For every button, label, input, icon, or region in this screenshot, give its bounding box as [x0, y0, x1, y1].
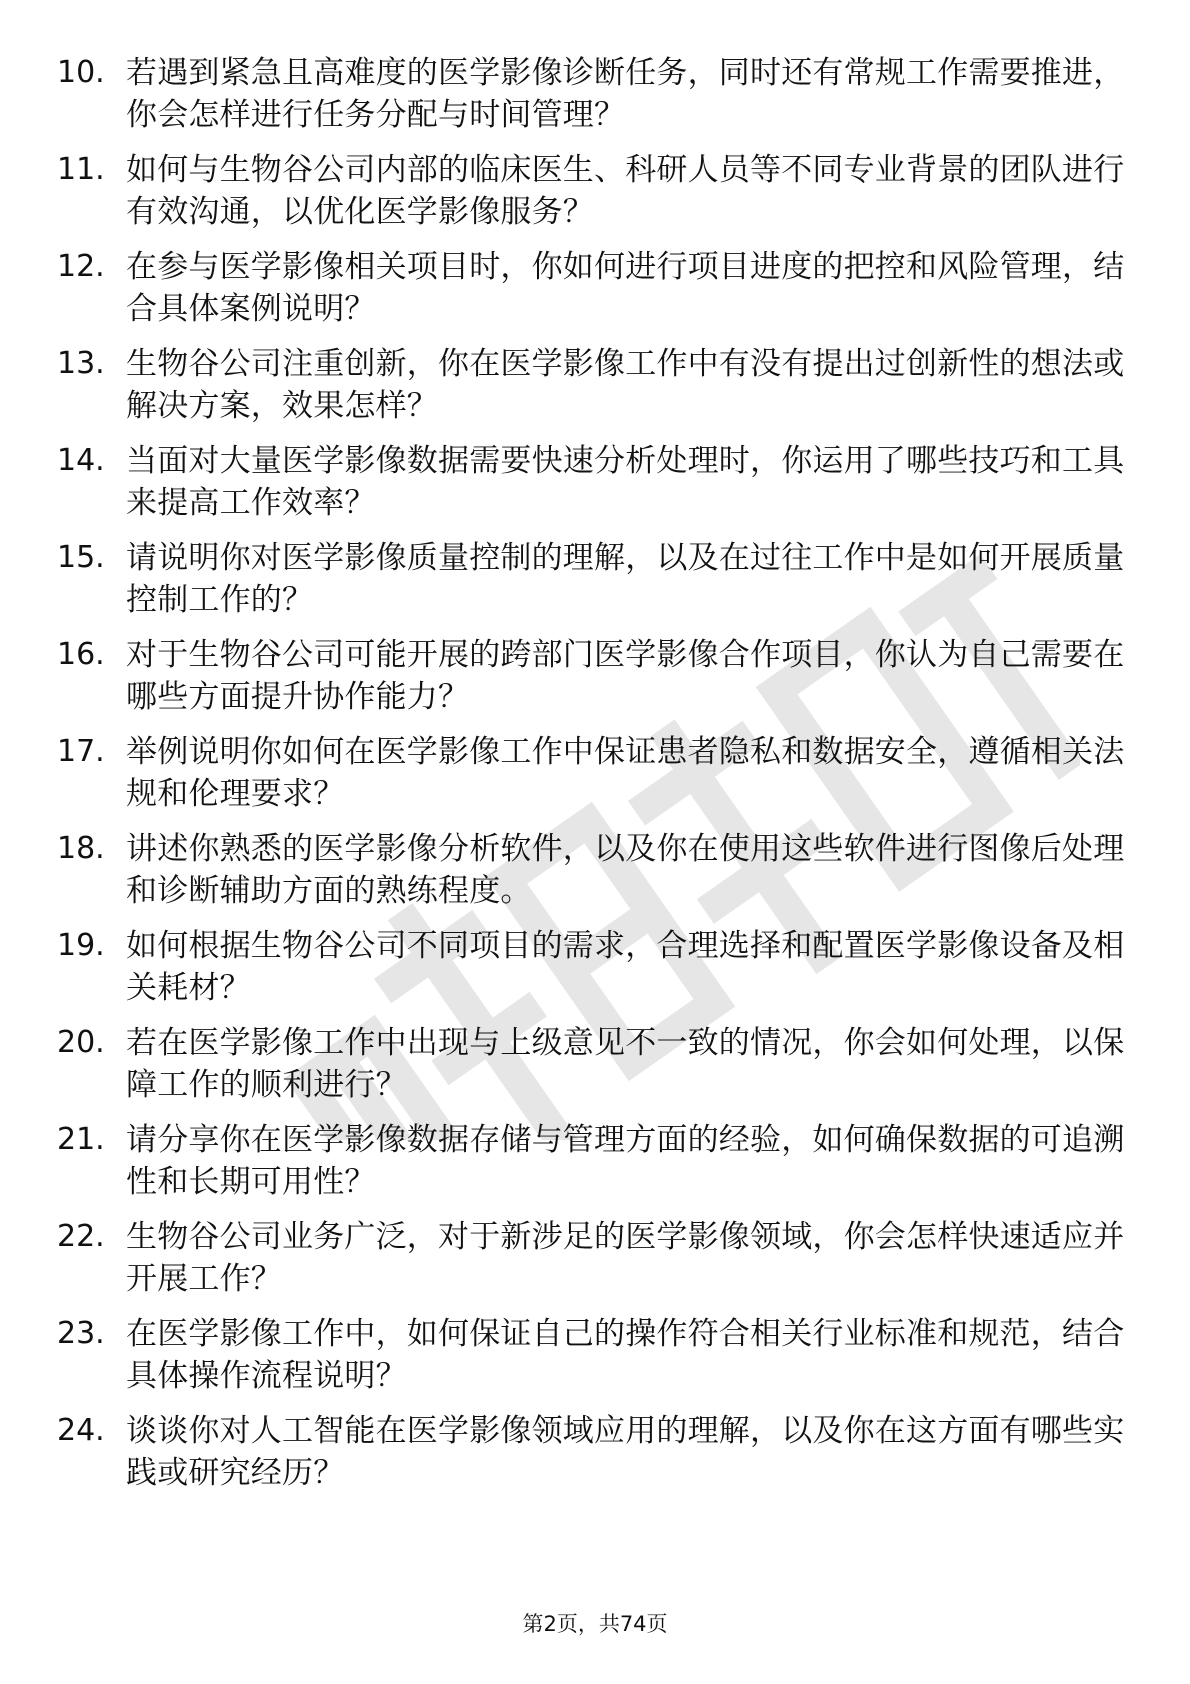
question-item	[57, 925, 1137, 1022]
question-text: 若遇到紧急且高难度的医学影像诊断任务，同时还有常规工作需要推进，你会怎样进行任务分配与时间管理？	[126, 55, 1125, 133]
question-text: 若在医学影像工作中出现与上级意见不一致的情况，你会如何处理，以保障工作的顺利进行？	[126, 1025, 1125, 1103]
question-text: 请分享你在医学影像数据存储与管理方面的经验，如何确保数据的可追溯性和长期可用性？	[126, 1122, 1125, 1200]
question-item	[57, 343, 1137, 440]
question-number: 10.	[57, 55, 105, 90]
question-text: 在医学影像工作中，如何保证自己的操作符合相关行业标准和规范，结合具体操作流程说明？	[126, 1316, 1125, 1394]
question-item	[57, 1410, 1137, 1507]
question-item	[57, 1216, 1137, 1313]
question-item	[57, 828, 1137, 925]
page-footer: 第2页，共74页	[522, 1612, 668, 1636]
question-item	[57, 440, 1137, 537]
question-number: 17.	[57, 734, 105, 769]
question-number: 19.	[57, 928, 105, 963]
question-number: 11.	[57, 152, 105, 187]
question-text: 举例说明你如何在医学影像工作中保证患者隐私和数据安全，遵循相关法规和伦理要求？	[126, 734, 1125, 812]
question-text: 讲述你熟悉的医学影像分析软件，以及你在使用这些软件进行图像后处理和诊断辅助方面的熟练程度。	[126, 831, 1125, 909]
question-item	[57, 52, 1137, 149]
question-number: 20.	[57, 1025, 105, 1060]
question-number: 15.	[57, 540, 105, 575]
question-item	[57, 149, 1137, 246]
question-text: 在参与医学影像相关项目时，你如何进行项目进度的把控和风险管理，结合具体案例说明？	[126, 249, 1125, 327]
question-text: 生物谷公司业务广泛，对于新涉足的医学影像领域，你会怎样快速适应并开展工作？	[126, 1219, 1125, 1297]
question-number: 12.	[57, 249, 105, 284]
question-text: 如何与生物谷公司内部的临床医生、科研人员等不同专业背景的团队进行有效沟通，以优化医学影像服务？	[126, 152, 1125, 230]
question-number: 24.	[57, 1413, 105, 1448]
question-text: 请说明你对医学影像质量控制的理解，以及在过往工作中是如何开展质量控制工作的？	[126, 540, 1125, 618]
question-item	[57, 731, 1137, 828]
question-item	[57, 1022, 1137, 1119]
question-number: 23.	[57, 1316, 105, 1351]
question-number: 16.	[57, 637, 105, 672]
question-item	[57, 537, 1137, 634]
question-text: 谈谈你对人工智能在医学影像领域应用的理解，以及你在这方面有哪些实践或研究经历？	[126, 1413, 1125, 1491]
question-text: 对于生物谷公司可能开展的跨部门医学影像合作项目，你认为自己需要在哪些方面提升协作能力？	[126, 637, 1125, 715]
question-number: 18.	[57, 831, 105, 866]
question-number: 13.	[57, 346, 105, 381]
question-number: 21.	[57, 1122, 105, 1157]
question-number: 22.	[57, 1219, 105, 1254]
question-number: 14.	[57, 443, 105, 478]
question-text: 如何根据生物谷公司不同项目的需求，合理选择和配置医学影像设备及相关耗材？	[126, 928, 1125, 1006]
question-text: 当面对大量医学影像数据需要快速分析处理时，你运用了哪些技巧和工具来提高工作效率？	[126, 443, 1125, 521]
question-item	[57, 1119, 1137, 1216]
question-item	[57, 246, 1137, 343]
question-list	[57, 52, 1137, 1507]
question-text: 生物谷公司注重创新，你在医学影像工作中有没有提出过创新性的想法或解决方案，效果怎样？	[126, 346, 1125, 424]
question-item	[57, 1313, 1137, 1410]
question-item	[57, 634, 1137, 731]
